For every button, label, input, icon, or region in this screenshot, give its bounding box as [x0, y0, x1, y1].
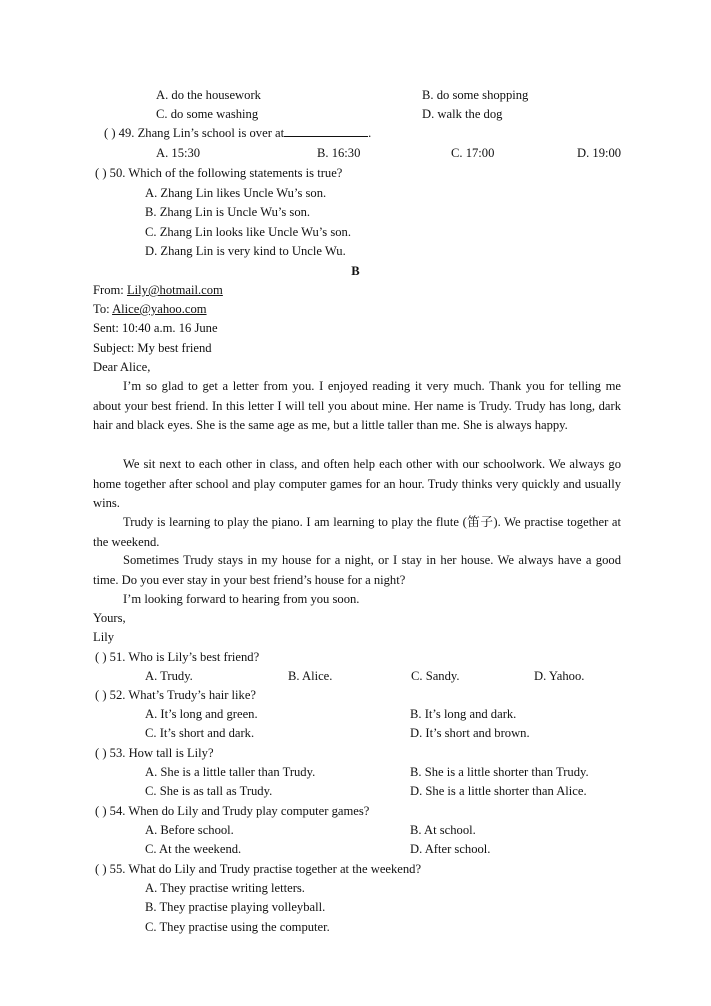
- email-paragraph-3: [93, 513, 621, 552]
- email-to: [93, 300, 207, 320]
- email-from: [93, 281, 223, 301]
- from-label: From:: [93, 283, 127, 297]
- q55-stem: ( ) 55. What do Lily and Trudy practise together at the weekend?: [95, 862, 422, 876]
- q49-stem-text: ( ) 49. Zhang Lin’s school is over at: [104, 126, 285, 140]
- paragraph-text: Trudy is learning to play the piano. I am learning to play the flute (笛子). We practise together at the weekend.: [93, 515, 621, 549]
- email-paragraph-5: [93, 590, 621, 610]
- q50-option-d: D. Zhang Lin is very kind to Uncle Wu.: [145, 244, 346, 258]
- q51-option-d: D. Yahoo.: [534, 669, 585, 683]
- q49-option-b: B. 16:30: [317, 146, 361, 160]
- to-address-link[interactable]: Alice@yahoo.com: [112, 302, 207, 316]
- q53-option-b: B. She is a little shorter than Trudy.: [410, 765, 589, 779]
- answer-blank: [284, 124, 368, 137]
- q54-option-a: A. Before school.: [145, 823, 234, 837]
- q49-stem-end: .: [368, 126, 372, 140]
- paragraph-text: I’m looking forward to hearing from you soon.: [123, 592, 360, 606]
- q49-option-c: C. 17:00: [451, 146, 495, 160]
- q50-option-c: C. Zhang Lin looks like Uncle Wu’s son.: [145, 225, 351, 239]
- q54-option-c: C. At the weekend.: [145, 842, 242, 856]
- q54-option-d: D. After school.: [410, 842, 491, 856]
- q49-option-d: D. 19:00: [577, 146, 622, 160]
- q50-stem: ( ) 50. Which of the following statements is true?: [95, 166, 343, 180]
- q51-option-b: B. Alice.: [288, 669, 333, 683]
- email-closing: Yours,: [93, 611, 126, 625]
- q52-option-d: D. It’s short and brown.: [410, 726, 530, 740]
- paragraph-text: Sometimes Trudy stays in my house for a night, or I stay in her house. We always have a good time. Do you ever stay in your best friend’s house for a night?: [93, 553, 621, 587]
- to-label: To:: [93, 302, 113, 316]
- q53-stem: ( ) 53. How tall is Lily?: [95, 746, 214, 760]
- q49-option-a: A. 15:30: [156, 146, 201, 160]
- q48-option-c: C. do some washing: [156, 107, 259, 121]
- email-paragraph-1: [93, 377, 621, 436]
- q50-option-b: B. Zhang Lin is Uncle Wu’s son.: [145, 205, 311, 219]
- q52-option-b: B. It’s long and dark.: [410, 707, 517, 721]
- email-paragraph-4: [93, 551, 621, 590]
- email-signature: Lily: [93, 630, 114, 644]
- q52-option-c: C. It’s short and dark.: [145, 726, 255, 740]
- email-subject: Subject: My best friend: [93, 341, 212, 355]
- q51-option-c: C. Sandy.: [411, 669, 460, 683]
- section-heading: B: [351, 264, 360, 278]
- paragraph-text: We sit next to each other in class, and often help each other with our schoolwork. We always go home together after school and play computer games for an hour. Trudy thinks very quickly and usually wins.: [93, 457, 621, 510]
- q55-option-b: B. They practise playing volleyball.: [145, 900, 326, 914]
- q53-option-d: D. She is a little shorter than Alice.: [410, 784, 587, 798]
- q52-stem: ( ) 52. What’s Trudy’s hair like?: [95, 688, 257, 702]
- q55-option-a: A. They practise writing letters.: [145, 881, 305, 895]
- q53-option-a: A. She is a little taller than Trudy.: [145, 765, 316, 779]
- q48-option-d: D. walk the dog: [422, 107, 503, 121]
- email-sent: Sent: 10:40 a.m. 16 June: [93, 321, 218, 335]
- q55-option-c: C. They practise using the computer.: [145, 920, 330, 934]
- q50-option-a: A. Zhang Lin likes Uncle Wu’s son.: [145, 186, 327, 200]
- q51-stem: ( ) 51. Who is Lily’s best friend?: [95, 650, 260, 664]
- q54-option-b: B. At school.: [410, 823, 476, 837]
- q49-stem: [104, 124, 371, 144]
- email-greeting: Dear Alice,: [93, 360, 151, 374]
- q54-stem: ( ) 54. When do Lily and Trudy play computer games?: [95, 804, 370, 818]
- paragraph-text: I’m so glad to get a letter from you. I enjoyed reading it very much. Thank you for telling me about your best friend. In this letter I will tell you about mine. Her name is Trudy. Trudy has long, dark hair and black eyes. She is the same age as me, but a little taller than me. She is always happy.: [93, 379, 621, 432]
- email-paragraph-2: [93, 455, 621, 514]
- q53-option-c: C. She is as tall as Trudy.: [145, 784, 273, 798]
- q52-option-a: A. It’s long and green.: [145, 707, 258, 721]
- q51-option-a: A. Trudy.: [145, 669, 193, 683]
- from-address-link[interactable]: Lily@hotmail.com: [126, 283, 223, 297]
- q48-option-a: A. do the housework: [156, 88, 261, 102]
- q48-option-b: B. do some shopping: [422, 88, 529, 102]
